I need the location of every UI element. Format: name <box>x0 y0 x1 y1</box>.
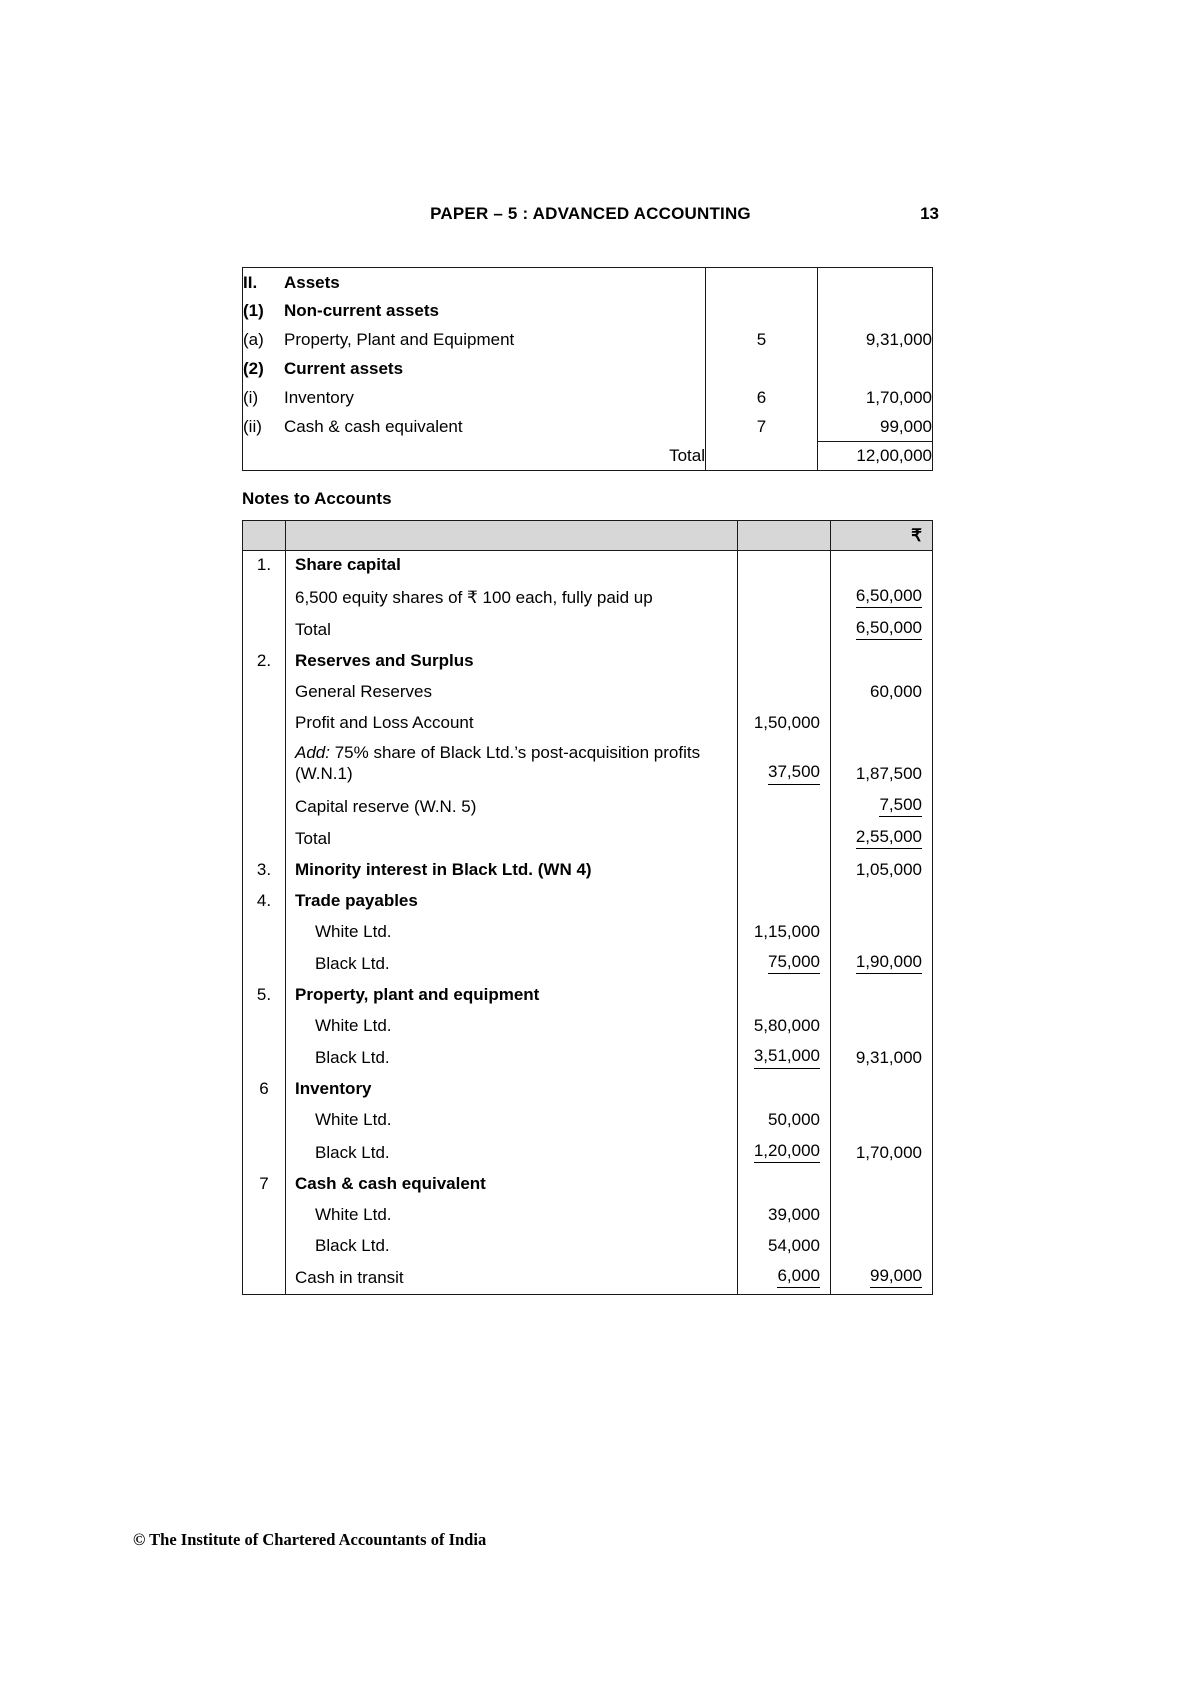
description-cell: Black Ltd. <box>286 1137 738 1169</box>
amount-value: 1,87,500 <box>855 764 922 784</box>
amount-col1-cell <box>738 948 831 980</box>
serial-number-cell <box>243 948 286 980</box>
amount-cell <box>818 297 933 326</box>
notes-row <box>243 708 933 739</box>
serial-number-cell: 2. <box>256 650 272 670</box>
amount-col2-cell <box>831 1042 933 1074</box>
amount-value: 99,000 <box>870 1265 922 1288</box>
notes-row <box>243 1106 933 1137</box>
assets-row <box>243 442 933 471</box>
rupee-symbol: ₹ <box>831 521 933 551</box>
amount-value: 1,90,000 <box>856 951 922 974</box>
amount-col1-cell <box>738 1042 831 1074</box>
amount-value: 6,50,000 <box>856 585 922 608</box>
description-cell: Add: 75% share of Black Ltd.’s post-acquisition profits (W.N.1) <box>286 739 738 791</box>
amount-cell: 9,31,000 <box>818 326 933 355</box>
notes-row <box>243 1137 933 1169</box>
row-label: Assets <box>284 272 340 292</box>
amount-col1-cell <box>738 551 831 582</box>
notes-row <box>243 855 933 886</box>
amount-col2-cell <box>831 948 933 980</box>
amount-col2-cell <box>831 551 933 582</box>
note-reference-cell: 6 <box>706 384 818 413</box>
notes-row <box>243 1042 933 1074</box>
description-cell: White Ltd. <box>286 1106 738 1137</box>
amount-cell <box>818 268 933 297</box>
serial-number-cell: 1. <box>256 555 272 575</box>
description-cell: Capital reserve (W.N. 5) <box>286 791 738 823</box>
note-reference-cell <box>706 297 818 326</box>
serial-number-cell <box>243 1200 286 1231</box>
note-reference-cell: 5 <box>706 326 818 355</box>
assets-table-body <box>243 268 933 471</box>
serial-number-cell <box>243 1262 286 1295</box>
notes-row <box>243 677 933 708</box>
amount-col1-cell <box>738 855 831 886</box>
notes-row <box>243 886 933 917</box>
amount-col1-cell <box>738 1075 831 1106</box>
description-cell: Trade payables <box>286 886 738 917</box>
amount-value: 7,500 <box>879 794 922 817</box>
description-cell: 6,500 equity shares of ₹ 100 each, fully paid up <box>286 582 738 614</box>
assets-label-cell <box>243 384 706 413</box>
amount-value: 3,51,000 <box>754 1045 820 1068</box>
description-cell: Black Ltd. <box>286 948 738 980</box>
serial-number-cell <box>243 582 286 614</box>
amount-col1-cell <box>738 739 831 791</box>
description-cell: Total <box>286 823 738 855</box>
notes-table <box>242 520 933 1295</box>
serial-number-cell <box>243 1042 286 1074</box>
amount-value: 1,15,000 <box>753 921 820 941</box>
description-cell: White Ltd. <box>286 1011 738 1042</box>
notes-row <box>243 948 933 980</box>
amount-col2-cell <box>831 1137 933 1169</box>
description-cell: General Reserves <box>286 677 738 708</box>
amount-col2-cell <box>831 1106 933 1137</box>
row-label: Non-current assets <box>284 301 439 321</box>
amount-value: 1,20,000 <box>754 1140 820 1163</box>
amount-value: 1,50,000 <box>753 712 820 732</box>
description-cell: Property, plant and equipment <box>286 980 738 1011</box>
page-header <box>242 203 939 225</box>
notes-row <box>243 1011 933 1042</box>
row-number: II. <box>243 272 258 292</box>
amount-col2-cell <box>831 886 933 917</box>
notes-table-header-row <box>243 521 933 551</box>
assets-label-cell <box>243 326 706 355</box>
amount-col2-cell <box>831 614 933 646</box>
notes-row <box>243 823 933 855</box>
notes-row <box>243 1231 933 1262</box>
row-number: (ii) <box>243 417 262 437</box>
serial-number-cell <box>243 823 286 855</box>
amount-col2-cell <box>831 1262 933 1295</box>
notes-row <box>243 646 933 677</box>
amount-cell: 12,00,000 <box>818 442 933 471</box>
amount-col2-cell <box>831 708 933 739</box>
amount-col1-cell <box>738 823 831 855</box>
notes-row <box>243 582 933 614</box>
assets-row <box>243 413 933 442</box>
notes-row <box>243 614 933 646</box>
assets-row <box>243 355 933 384</box>
note-reference-cell: 7 <box>706 413 818 442</box>
amount-col1-cell <box>738 1169 831 1200</box>
serial-number-cell: 3. <box>256 859 272 879</box>
amount-col1-cell <box>738 1231 831 1262</box>
assets-label-cell <box>243 297 706 326</box>
amount-col1-cell <box>738 1262 831 1295</box>
notes-row <box>243 739 933 791</box>
amount-value: 1,70,000 <box>855 1142 922 1162</box>
amount-col2-cell <box>831 980 933 1011</box>
notes-header-sn-cell <box>243 521 286 551</box>
description-cell: Profit and Loss Account <box>286 708 738 739</box>
page-number: 13 <box>920 204 939 223</box>
note-reference-cell <box>706 355 818 384</box>
note-reference-cell <box>706 268 818 297</box>
amount-col1-cell <box>738 1200 831 1231</box>
amount-col2-cell <box>831 855 933 886</box>
serial-number-cell <box>243 791 286 823</box>
serial-number-cell <box>243 1011 286 1042</box>
amount-col2-cell <box>831 1169 933 1200</box>
notes-heading: Notes to Accounts <box>242 489 392 508</box>
amount-cell: 1,70,000 <box>818 384 933 413</box>
amount-col1-cell <box>738 677 831 708</box>
row-number: (1) <box>243 301 264 321</box>
amount-value: 60,000 <box>870 681 922 701</box>
row-number: (i) <box>243 388 259 408</box>
amount-col1-cell <box>738 980 831 1011</box>
amount-col1-cell <box>738 791 831 823</box>
serial-number-cell <box>243 1106 286 1137</box>
notes-table-body <box>243 551 933 1295</box>
row-number: (a) <box>243 330 264 350</box>
notes-row <box>243 1075 933 1106</box>
serial-number-cell <box>243 708 286 739</box>
serial-number-cell: 4. <box>256 890 272 910</box>
description-cell: Cash in transit <box>286 1262 738 1295</box>
notes-row <box>243 980 933 1011</box>
amount-col1-cell <box>738 708 831 739</box>
notes-row <box>243 1200 933 1231</box>
assets-row <box>243 384 933 413</box>
amount-col2-cell <box>831 1011 933 1042</box>
amount-col1-cell <box>738 646 831 677</box>
amount-col2-cell <box>831 677 933 708</box>
amount-col1-cell <box>738 1137 831 1169</box>
paper-title: PAPER – 5 : ADVANCED ACCOUNTING <box>430 204 751 223</box>
amount-col1-cell <box>738 1106 831 1137</box>
assets-row <box>243 297 933 326</box>
note-reference-cell <box>706 442 818 471</box>
amount-value: 1,05,000 <box>855 859 922 879</box>
serial-number-cell: 6 <box>259 1079 269 1099</box>
amount-value: 54,000 <box>768 1235 820 1255</box>
assets-label-cell <box>243 442 706 471</box>
notes-row <box>243 791 933 823</box>
description-cell: Inventory <box>286 1075 738 1106</box>
amount-value: 2,55,000 <box>856 826 922 849</box>
italic-prefix: Add: <box>295 743 330 762</box>
notes-row <box>243 1262 933 1295</box>
amount-col1-cell <box>738 886 831 917</box>
amount-col2-cell <box>831 582 933 614</box>
amount-col2-cell <box>831 917 933 948</box>
notes-row <box>243 1169 933 1200</box>
amount-col2-cell <box>831 1231 933 1262</box>
amount-col2-cell <box>831 791 933 823</box>
amount-col2-cell <box>831 739 933 791</box>
notes-row <box>243 917 933 948</box>
description-cell: Black Ltd. <box>286 1042 738 1074</box>
assets-table <box>242 267 933 471</box>
description-cell: Share capital <box>286 551 738 582</box>
description-cell: White Ltd. <box>286 917 738 948</box>
amount-value: 37,500 <box>768 761 820 784</box>
assets-label-cell <box>243 413 706 442</box>
amount-col2-cell <box>831 646 933 677</box>
amount-value: 9,31,000 <box>855 1048 922 1068</box>
row-label: Inventory <box>284 388 354 408</box>
notes-header-col1-cell <box>738 521 831 551</box>
serial-number-cell <box>243 1231 286 1262</box>
amount-value: 5,80,000 <box>753 1016 820 1035</box>
amount-col2-cell <box>831 1200 933 1231</box>
description-cell: Minority interest in Black Ltd. (WN 4) <box>286 855 738 886</box>
amount-value: 75,000 <box>768 951 820 974</box>
assets-row <box>243 268 933 297</box>
description-cell: Total <box>286 614 738 646</box>
row-label: Total <box>669 446 705 466</box>
amount-cell <box>818 355 933 384</box>
row-number: (2) <box>243 359 264 379</box>
notes-header-desc-cell <box>286 521 738 551</box>
description-cell: Reserves and Surplus <box>286 646 738 677</box>
footer-copyright: © The Institute of Chartered Accountants of India <box>133 1530 487 1549</box>
serial-number-cell: 5. <box>256 985 272 1004</box>
serial-number-cell <box>243 614 286 646</box>
serial-number-cell <box>243 1137 286 1169</box>
amount-value: 6,000 <box>777 1265 820 1288</box>
row-label: Property, Plant and Equipment <box>284 330 515 350</box>
amount-value: 6,50,000 <box>856 617 922 640</box>
serial-number-cell <box>243 739 286 791</box>
serial-number-cell: 7 <box>259 1173 269 1193</box>
row-label: Cash & cash equivalent <box>284 417 463 437</box>
amount-col1-cell <box>738 917 831 948</box>
amount-col1-cell <box>738 1011 831 1042</box>
notes-row <box>243 551 933 582</box>
assets-label-cell <box>243 268 706 297</box>
description-cell: White Ltd. <box>286 1200 738 1231</box>
amount-value: 50,000 <box>768 1110 820 1130</box>
assets-label-cell <box>243 355 706 384</box>
serial-number-cell <box>243 917 286 948</box>
amount-col2-cell <box>831 1075 933 1106</box>
assets-row <box>243 326 933 355</box>
amount-col1-cell <box>738 582 831 614</box>
amount-cell: 99,000 <box>818 413 933 442</box>
amount-col2-cell <box>831 823 933 855</box>
amount-col1-cell <box>738 614 831 646</box>
amount-value: 39,000 <box>768 1204 820 1224</box>
serial-number-cell <box>243 677 286 708</box>
row-label: Current assets <box>284 359 404 379</box>
description-cell: Black Ltd. <box>286 1231 738 1262</box>
description-cell: Cash & cash equivalent <box>286 1169 738 1200</box>
